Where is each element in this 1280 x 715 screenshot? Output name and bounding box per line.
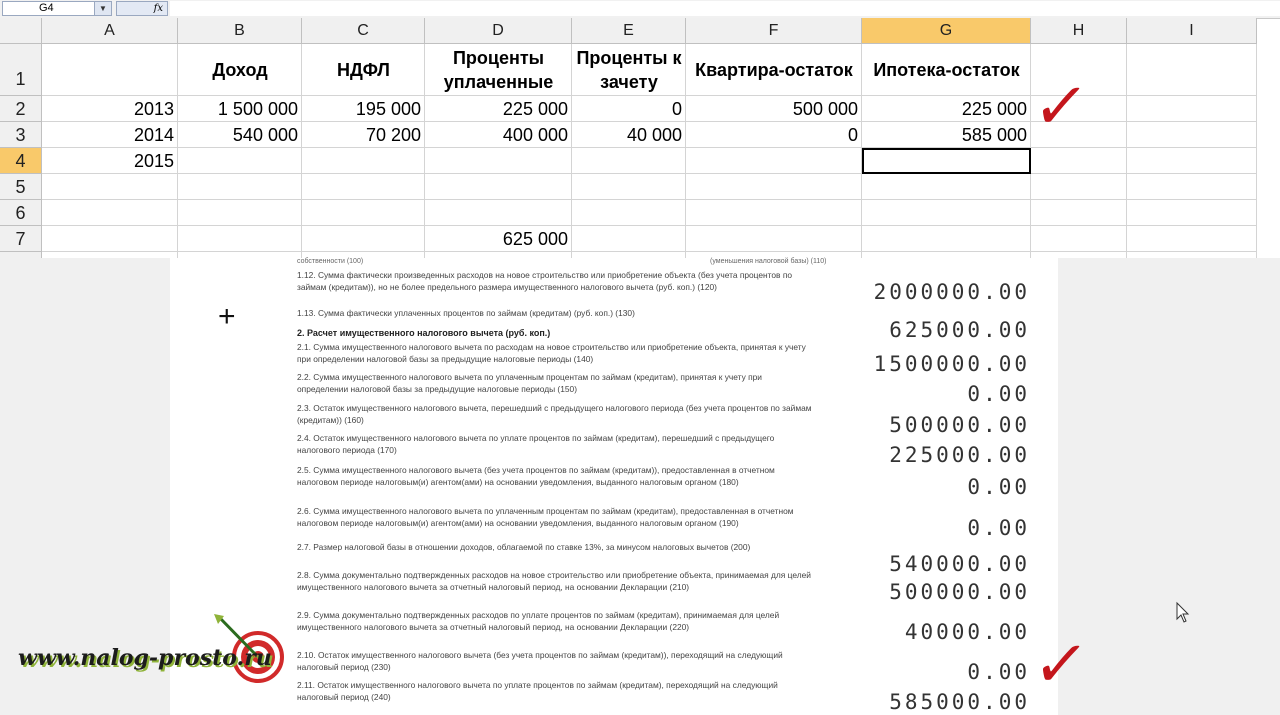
line-code: 2.8. <box>297 570 311 580</box>
line-text: Размер налоговой базы в отношении доходов, облагаемой по ставке 13%, за минусом налоговых вычетов (200) <box>310 542 751 552</box>
cell-f7[interactable] <box>686 226 862 252</box>
formula-bar <box>0 0 1280 19</box>
line-code: 2.4. <box>297 433 311 443</box>
column-header-g[interactable]: G <box>862 18 1031 44</box>
cell-c6[interactable] <box>302 200 425 226</box>
declaration-value-13: 0.00 <box>967 660 1030 684</box>
declaration-value-4: 1500000.00 <box>873 352 1030 376</box>
line-text: Остаток имущественного налогового вычета (без учета процентов по займам (кредитам)), переходящий на следующий налоговый период (230) <box>297 650 783 672</box>
declaration-value-9: 0.00 <box>967 516 1030 540</box>
column-header-h[interactable]: H <box>1031 18 1127 44</box>
declaration-line-11 <box>297 570 812 593</box>
line-text: Сумма имущественного налогового вычета по расходам на новое строительство или приобретение объекта, принятая к учету при определении налоговой базы за предыдущие налоговые периоды (140) <box>297 342 806 364</box>
declaration-value-1: 2000000.00 <box>873 280 1030 304</box>
declaration-line-8 <box>297 465 812 488</box>
cell-f6[interactable] <box>686 200 862 226</box>
cell-h6[interactable] <box>1031 200 1127 226</box>
name-box[interactable] <box>2 1 112 16</box>
header-cell-c[interactable]: НДФЛ <box>337 60 390 80</box>
line-code: 2.1. <box>297 342 311 352</box>
value-d2[interactable]: 225 000 <box>502 99 568 119</box>
declaration-value-12: 40000.00 <box>904 620 1030 644</box>
cell-g6[interactable] <box>862 200 1031 226</box>
column-header-f[interactable]: F <box>686 18 862 44</box>
value-c3[interactable]: 70 200 <box>365 125 421 145</box>
cell-d5[interactable] <box>425 174 572 200</box>
site-watermark: www.nalog-prosto.ru <box>18 645 272 671</box>
line-text: Сумма имущественного налогового вычета по уплаченным процентам по займам (кредитам), предоставленная в отчетном налоговом периоде налоговым(и) агентом(ами) на основании уведомления, выданного налоговым органом (190) <box>297 506 794 528</box>
cell-i7[interactable] <box>1127 226 1257 252</box>
cell-i4[interactable] <box>1127 148 1257 174</box>
top-fragment-right: (уменьшения налоговой базы) (110) <box>710 258 827 265</box>
formula-input[interactable] <box>170 1 1280 16</box>
spreadsheet-grid[interactable] <box>0 18 1280 258</box>
row-header-6[interactable]: 6 <box>0 200 42 226</box>
declaration-line-5 <box>297 372 812 395</box>
line-code: 2.10. <box>297 650 316 660</box>
declaration-line-6 <box>297 403 812 426</box>
cell-f5[interactable] <box>686 174 862 200</box>
line-code: 2.9. <box>297 610 311 620</box>
select-all-corner[interactable] <box>0 18 42 44</box>
cell-a5[interactable] <box>42 174 178 200</box>
cell-b6[interactable] <box>178 200 302 226</box>
cell-d4[interactable] <box>425 148 572 174</box>
cell-e7[interactable] <box>572 226 686 252</box>
value-e3[interactable]: 40 000 <box>626 125 682 145</box>
cell-e6[interactable] <box>572 200 686 226</box>
cell-i1[interactable] <box>1127 44 1257 96</box>
line-text: Сумма фактически произведенных расходов на новое строительство или приобретение объекта (без учета процентов по займам (кредитам)), но не более предельного размера имущественного налогового вычета (руб. коп.) (120) <box>297 270 793 292</box>
cell-a6[interactable] <box>42 200 178 226</box>
cell-c7[interactable] <box>302 226 425 252</box>
row-header-3[interactable]: 3 <box>0 122 42 148</box>
line-code: 2.11. <box>297 680 316 690</box>
cell-i5[interactable] <box>1127 174 1257 200</box>
line-text: Остаток имущественного налогового вычета по уплате процентов по займам (кредитам), переходящий на следующий налоговый период (240) <box>297 680 778 702</box>
row-header-1[interactable]: 1 <box>0 44 42 96</box>
value-b2[interactable]: 1 500 000 <box>217 99 298 119</box>
cell-c5[interactable] <box>302 174 425 200</box>
column-header-c[interactable]: C <box>302 18 425 44</box>
cell-g5[interactable] <box>862 174 1031 200</box>
cell-a7[interactable] <box>42 226 178 252</box>
line-text: Сумма фактически уплаченных процентов по займам (кредитам) (руб. коп.) (130) <box>315 308 635 318</box>
declaration-value-2: 625000.00 <box>889 318 1030 342</box>
line-code: 2.7. <box>297 542 311 552</box>
value-f3[interactable]: 0 <box>847 125 858 145</box>
declaration-line-4 <box>297 342 812 365</box>
declaration-value-11: 500000.00 <box>889 580 1030 604</box>
cell-i6[interactable] <box>1127 200 1257 226</box>
cell-e5[interactable] <box>572 174 686 200</box>
declaration-line-9 <box>297 506 812 529</box>
cell-d6[interactable] <box>425 200 572 226</box>
cell-b5[interactable] <box>178 174 302 200</box>
column-header-e[interactable]: E <box>572 18 686 44</box>
header-cell-e[interactable]: Проценты к зачету <box>576 48 682 92</box>
line-text: Сумма имущественного налогового вычета (без учета процентов по займам (кредитам)), предоставленная в отчетном налоговом периоде налоговым(и) агентом(ами) на основании уведомления, выданного налоговым органом (180) <box>297 465 775 487</box>
column-header-b[interactable]: B <box>178 18 302 44</box>
row-header-4[interactable]: 4 <box>0 148 42 174</box>
active-cell-g4[interactable] <box>862 148 1031 174</box>
declaration-line-13 <box>297 650 812 673</box>
value-a3[interactable]: 2014 <box>133 125 174 145</box>
header-cell-b[interactable]: Доход <box>212 60 268 80</box>
line-text: Сумма документально подтвержденных расходов на новое строительство или приобретение объекта, принимаемая для целей имущественного налогового вычета за отчетный налоговый период, на основании Декларации (210) <box>297 570 811 592</box>
row-header-5[interactable]: 5 <box>0 174 42 200</box>
row-header-7[interactable]: 7 <box>0 226 42 252</box>
line-text: Остаток имущественного налогового вычета, перешедший с предыдущего налогового периода (без учета процентов по займам (кредитам)) (160) <box>297 403 812 425</box>
cell-a1[interactable] <box>42 44 178 96</box>
line-code: 2. <box>297 328 305 338</box>
column-header-i[interactable]: I <box>1127 18 1257 44</box>
header-cell-f[interactable]: Квартира-остаток <box>695 60 853 80</box>
mouse-pointer-icon <box>1176 602 1190 624</box>
cell-e4[interactable] <box>572 148 686 174</box>
value-d7[interactable]: 625 000 <box>502 229 568 249</box>
value-a2[interactable]: 2013 <box>133 99 174 119</box>
value-b3[interactable]: 540 000 <box>232 125 298 145</box>
line-text: Остаток имущественного налогового вычета по уплате процентов по займам (кредитам), перешедший с предыдущего налогового периода (170) <box>297 433 775 455</box>
declaration-line-12 <box>297 610 812 633</box>
function-icon[interactable]: fx <box>116 1 168 16</box>
cell-h4[interactable] <box>1031 148 1127 174</box>
line-code: 2.6. <box>297 506 311 516</box>
line-text: Расчет имущественного налогового вычета (руб. коп.) <box>304 328 551 338</box>
value-f2[interactable]: 500 000 <box>792 99 858 119</box>
declaration-value-8: 0.00 <box>967 475 1030 499</box>
declaration-line-3 <box>297 328 812 340</box>
declaration-value-6: 500000.00 <box>889 413 1030 437</box>
row-header-2[interactable]: 2 <box>0 96 42 122</box>
line-text: Сумма документально подтвержденных расходов по уплате процентов по займам (кредитам), принимаемая для целей имущественного налогового вычета за отчетный налоговый период, на основании Декларации (220) <box>297 610 780 632</box>
cell-h5[interactable] <box>1031 174 1127 200</box>
cell-g7[interactable] <box>862 226 1031 252</box>
line-text: Сумма имущественного налогового вычета по уплаченным процентам по займам (кредитам), принятая к учету при определении налоговой базы за предыдущие налоговые периоды (150) <box>297 372 762 394</box>
value-e2[interactable]: 0 <box>671 99 682 119</box>
cell-b4[interactable] <box>178 148 302 174</box>
cell-h7[interactable] <box>1031 226 1127 252</box>
declaration-value-7: 225000.00 <box>889 443 1030 467</box>
column-header-a[interactable]: A <box>42 18 178 44</box>
declaration-line-10 <box>297 542 812 554</box>
value-g3[interactable]: 585 000 <box>961 125 1027 145</box>
tax-declaration-page <box>170 258 1093 715</box>
name-box-value: G4 <box>39 2 54 14</box>
top-fragment-left: собственности (100) <box>297 258 364 265</box>
line-code: 2.5. <box>297 465 311 475</box>
declaration-line-14 <box>297 680 812 703</box>
cell-b7[interactable] <box>178 226 302 252</box>
cell-c4[interactable] <box>302 148 425 174</box>
cell-f4[interactable] <box>686 148 862 174</box>
declaration-value-14: 585000.00 <box>889 690 1030 714</box>
cell-i2[interactable] <box>1127 96 1257 122</box>
line-code: 2.3. <box>297 403 311 413</box>
declaration-line-2 <box>297 308 812 320</box>
value-c2[interactable]: 195 000 <box>355 99 421 119</box>
declaration-value-10: 540000.00 <box>889 552 1030 576</box>
crosshair-cursor-icon: + <box>218 300 236 333</box>
red-check-mark-bottom-icon: ✓ <box>1028 628 1093 702</box>
red-check-mark-icon: ✓ <box>1028 70 1093 144</box>
value-a4[interactable]: 2015 <box>133 151 174 171</box>
declaration-line-1 <box>297 270 812 293</box>
value-d3[interactable]: 400 000 <box>502 125 568 145</box>
column-header-d[interactable]: D <box>425 18 572 44</box>
line-code: 2.2. <box>297 372 311 382</box>
cell-i3[interactable] <box>1127 122 1257 148</box>
header-cell-g[interactable]: Ипотека-остаток <box>873 60 1020 80</box>
line-code: 1.13. <box>297 308 316 318</box>
line-code: 1.12. <box>297 270 316 280</box>
declaration-value-5: 0.00 <box>967 382 1030 406</box>
declaration-line-7 <box>297 433 812 456</box>
chevron-down-icon[interactable]: ▼ <box>94 2 111 15</box>
value-g2[interactable]: 225 000 <box>961 99 1027 119</box>
header-cell-d[interactable]: Проценты уплаченные <box>443 48 554 92</box>
